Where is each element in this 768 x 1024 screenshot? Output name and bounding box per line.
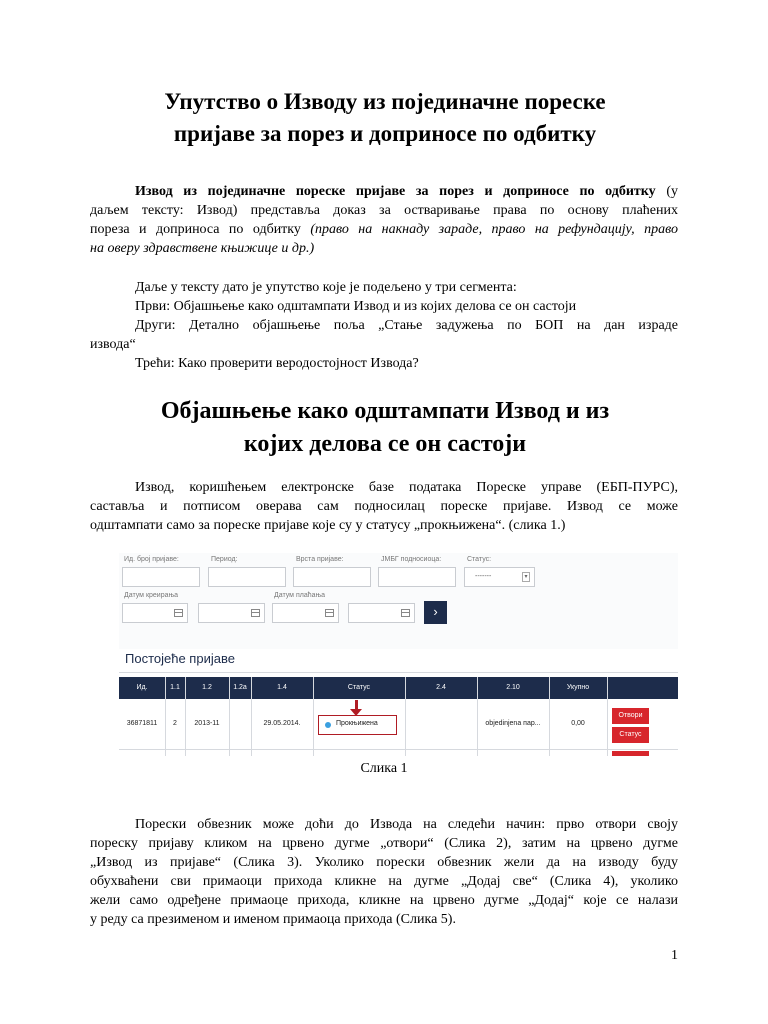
status-button[interactable]: Статус (612, 727, 649, 743)
instructions-paragraph: Порески обвезник може доћи до Извода на следећи начин: прво отвори своју пореску пријаву кликом на црвено дугме „отвори“ (Слика 2), затим на црвено дугме „Извод из пријаве“ (Слика 3). Уколико порески обвезник жели да на изводу буду обухваћени сви примаоци прихода кликне на дугме „Додај све“ (Слика 4), уколико жели само одређене примаоце прихода, кликне на црвено дугме „Додај“ које се налази у реду са презименом и именом примаоца прихода (Слика 5). (90, 817, 678, 927)
cell-1-1: 2 (173, 720, 177, 727)
divider (405, 677, 406, 756)
description-paragraph: Извод, коришћењем електронске базе података Пореске управе (ЕБП-ПУРС), саставља и потписом оверава сам подносилац пореске пријаве. Извод се може одштампати само за пореске пријаве које су у статусу „прокњижена“. (слика 1.) (90, 480, 678, 533)
intro-paragraph: Извод из појединачне пореске пријаве за порез и доприносе по одбитку (у даљем тексту: Извод) представља доказ за остваривање права по основу плаћених пореза и доприноса по одбитку (право на накнаду зараде, право на рефундацију, право на оверу здравствене књижице и др.) (90, 184, 678, 256)
cell-id: 36871811 (126, 720, 158, 727)
divider (607, 677, 608, 756)
table-row (119, 699, 678, 750)
divider (165, 677, 166, 756)
column-header: 1.4 (277, 684, 287, 691)
cell-2-4 (405, 699, 477, 749)
chevron-down-icon: ▾ (522, 572, 530, 582)
divider (313, 677, 314, 756)
cell-2-10: objedinjena пар... (485, 720, 541, 727)
created-from-input[interactable] (122, 603, 188, 623)
divider (477, 677, 478, 756)
created-date-label: Датум креирања (124, 592, 179, 599)
status-badge: Прокњижена (318, 715, 397, 735)
existing-declarations-title: Постојеће пријаве (125, 651, 235, 666)
cell-1-2: 2013-11 (194, 720, 220, 727)
page-number: 1 (671, 948, 678, 963)
next-row-button[interactable] (612, 751, 649, 756)
paid-from-input[interactable] (272, 603, 339, 623)
paid-date-label: Датум плаћања (274, 592, 326, 599)
status-select[interactable]: ------- ▾ (464, 567, 535, 587)
table-header (119, 677, 678, 699)
divider (119, 672, 678, 673)
divider (251, 677, 252, 756)
figure-caption: Слика 1 (360, 761, 408, 776)
period-label: Период: (211, 556, 238, 563)
jmbg-label: ЈМБГ подносиоца: (381, 556, 442, 563)
jmbg-input[interactable] (378, 567, 456, 587)
cell-1-4: 29.05.2014. (263, 720, 301, 727)
section-title-line-1: Објашњење како одштампати Извод и из (160, 398, 610, 424)
chevron-right-icon: › (433, 604, 438, 619)
column-header: 2.10 (506, 684, 520, 691)
column-header: Ид. (136, 684, 148, 691)
section-title-line-2: којих делова се он састоји (243, 431, 527, 457)
column-header: Укупно (566, 684, 590, 691)
segments-paragraph: Даље у тексту дато је упутство које је подељено у три сегмента: Први: Објашњење како одштампати Извод и из којих делова се он састоји Други: Детално објашњење поља „Стање задужења по БОП на дан израде извода“ Трећи: Како проверити веродостојност Извода? (90, 280, 678, 371)
divider (549, 677, 550, 756)
id-number-label: Ид. број пријаве: (124, 556, 179, 563)
period-input[interactable] (208, 567, 286, 587)
calendar-icon (174, 609, 183, 617)
divider (185, 677, 186, 756)
calendar-icon (401, 609, 410, 617)
title-line-2: пријаве за порез и доприносе по одбитку (173, 121, 597, 146)
open-button[interactable]: Отвори (612, 708, 649, 724)
id-number-input[interactable] (122, 567, 200, 587)
section-title (90, 395, 680, 461)
declaration-type-label: Врста пријаве: (296, 556, 344, 563)
created-to-input[interactable] (198, 603, 265, 623)
search-go-button[interactable] (424, 601, 447, 624)
title-line-1: Упутство о Изводу из појединачне пореске (164, 89, 606, 114)
column-header: 1.2а (233, 684, 247, 691)
column-header: 2.4 (436, 684, 446, 691)
intro-bold: Извод из појединачне пореске пријаве за порез и доприносе по одбитку (135, 184, 656, 199)
divider (229, 677, 230, 756)
status-dot-icon (325, 722, 331, 728)
column-header: 1.2 (202, 684, 212, 691)
paid-to-input[interactable] (348, 603, 415, 623)
calendar-icon (251, 609, 260, 617)
status-filter-label: Статус: (467, 556, 492, 563)
cell-total: 0,00 (571, 720, 585, 727)
column-header: 1.1 (170, 684, 180, 691)
cell-1-2a (229, 699, 251, 749)
declaration-type-input[interactable] (293, 567, 371, 587)
document-title (90, 86, 680, 150)
figure-screenshot (119, 553, 678, 756)
column-header: Статус (347, 684, 371, 691)
calendar-icon (325, 609, 334, 617)
